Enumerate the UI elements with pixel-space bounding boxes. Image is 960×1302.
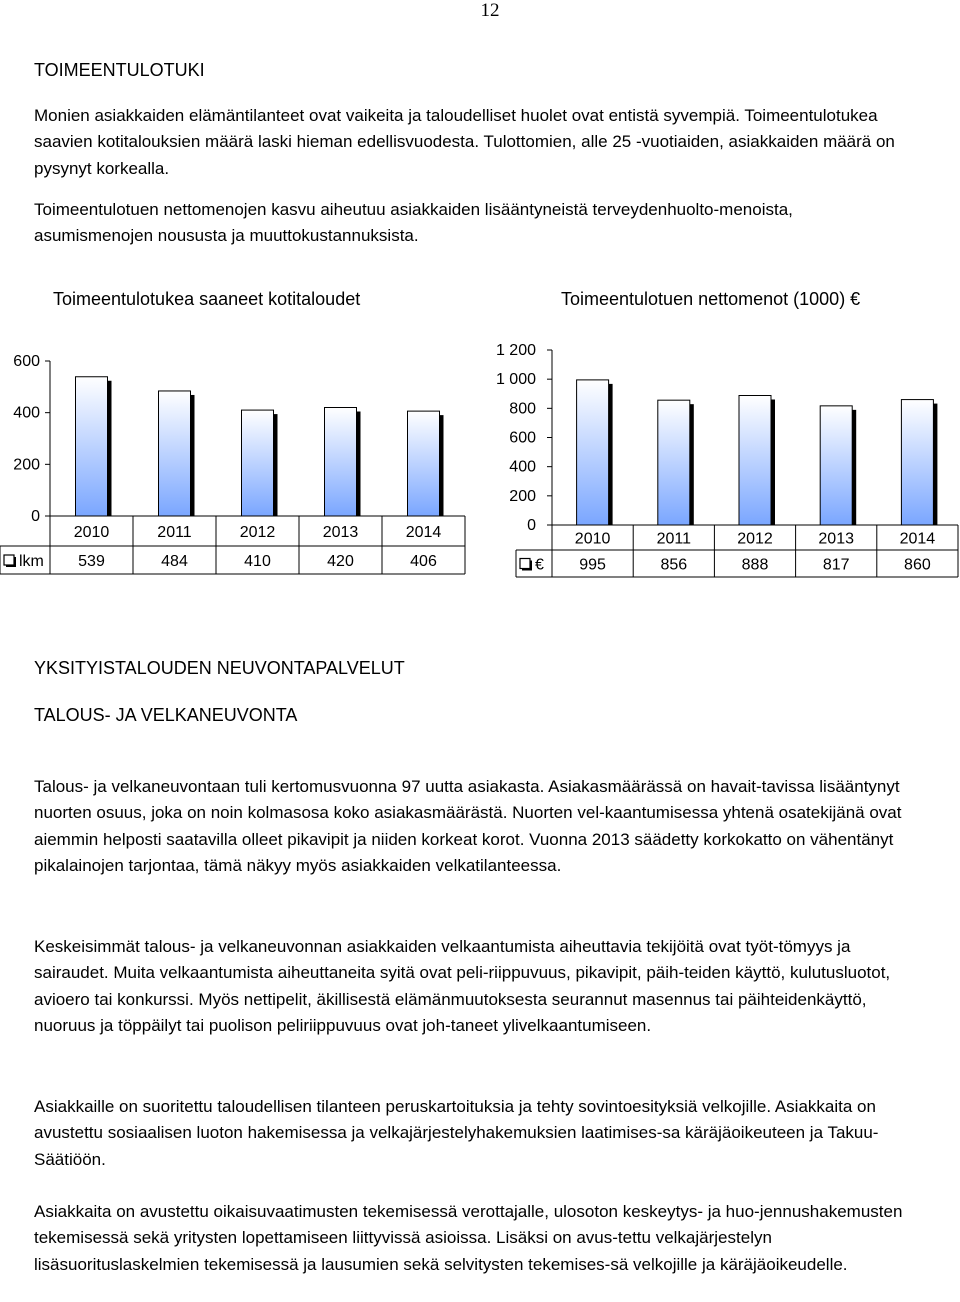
x-tick-label: 2012	[239, 524, 276, 541]
x-tick-label: 2010	[574, 530, 611, 548]
y-tick-label: 800	[509, 400, 536, 418]
data-label: 856	[660, 556, 688, 574]
chart2	[496, 342, 958, 577]
x-tick-label: 2011	[157, 524, 192, 541]
paragraph-net-costs: Toimeentulotuen nettomenojen kasvu aiheutuu asiakkaiden lisääntyneistä terveydenhuolto-menoista, asumismenojen noususta ja muuttokustannuksista.	[34, 200, 793, 246]
data-label: 860	[904, 556, 931, 574]
paragraph-intro: Monien asiakkaiden elämäntilanteet ovat vaikeita ja taloudelliset huolet ovat entistä syvempiä. Toimeentulotukea saavien kotitalouksien määrä laski hieman edellisvuodesta. Tulottomien, alle 25 -vuotiaiden, asiakkaiden määrä on pysynyt korkealla.	[34, 106, 895, 178]
chart1-title: Toimeentulotukea saaneet kotitaloudet	[53, 289, 361, 309]
x-tick-label: 2013	[322, 524, 359, 541]
data-label: 995	[579, 556, 606, 574]
data-label: 539	[78, 553, 105, 570]
chart2-title: Toimeentulotuen nettomenot (1000) €	[561, 289, 861, 309]
x-tick-label: 2011	[656, 530, 692, 548]
bar	[325, 408, 357, 517]
data-label: 484	[161, 553, 188, 570]
y-tick-label: 200	[509, 487, 536, 505]
y-tick-label: 1 000	[495, 371, 536, 389]
y-tick-label: 0	[31, 508, 40, 525]
y-tick-label: 0	[527, 517, 536, 534]
bar	[820, 406, 852, 525]
bar	[658, 400, 690, 525]
bar	[577, 380, 609, 525]
bar	[901, 400, 933, 525]
y-tick-label: 600	[13, 353, 40, 370]
y-tick-label: 400	[13, 404, 40, 422]
legend-label: €	[535, 556, 544, 574]
paragraph-services: Asiakkaille on suoritettu taloudellisen tilanteen peruskartoituksia ja tehty sovintoesityksiä velkojille. Asiakkaita on avustettu sosiaalisen luoton hakemisessa ja velkajärjestelyhakemuksien laatimises-sa käräjäoikeuteen ja Takuu- Säätiöön.	[34, 1097, 879, 1169]
bar	[159, 391, 191, 516]
section-title-toimeentulotuki: TOIMEENTULOTUKI	[34, 60, 205, 80]
paragraph-assistance: Asiakkaita on avustettu oikaisuvaatimusten tekemisessä verottajalle, ulosoton keskeytys- ja huo-jennushakemusten tekemisessä sekä yritysten lopettamiseen liittyvissä asioissa. Lisäksi on avus-tettu velkajärjestelyn lisäsuorituslaskelmien tekemisessä ja lausumien sekä selvitysten tekemises-sä velkojille ja käräjäoikeudelle.	[34, 1202, 903, 1274]
x-tick-label: 2014	[899, 530, 936, 548]
legend-key	[4, 555, 14, 565]
legend-key	[520, 559, 530, 569]
data-label: 410	[244, 553, 271, 570]
data-label: 817	[822, 556, 850, 574]
legend-label: lkm	[19, 553, 44, 570]
y-tick-label: 400	[509, 458, 536, 476]
bar	[76, 377, 108, 516]
bar	[408, 411, 440, 516]
y-tick-label: 600	[509, 429, 536, 447]
page-number: 12	[480, 0, 500, 21]
bar	[739, 396, 771, 526]
paragraph-debt-causes: Keskeisimmät talous- ja velkaneuvonnan asiakkaiden velkaantumista aiheuttavia tekijöitä ovat työt-tömyys ja sairaudet. Muita velkaantumista aiheuttaneita syitä ovat peli-riippuvuus, pikavipit, päih-teiden käyttö, kulutusluotot, avioero tai konkurssi. Myös nettipelit, äkillisestä elämänmuutoksesta seurannut masennus tai päihteidenkäyttö, nuoruus ja töppäilyt tai puolison peliriippuvuus ovat joh-taneet ylivelkaantumiseen.	[34, 937, 891, 1036]
bar	[242, 410, 274, 516]
paragraph-new-clients: Talous- ja velkaneuvontaan tuli kertomusvuonna 97 uutta asiakasta. Asiakasmäärässä on havait-tavissa lisääntynyt nuorten osuus, joka on noin kolmasosa koko asiakasmäärästä. Nuorten vel-kaantumisessa yhtenä osatekijänä ovat aiemmin helposti saatavilla olleet pikavipit ja niiden korkeat korot. Vuonna 2013 säädetty korkokatto on vähentänyt pikalainojen tarjontaa, tämä näkyy myös asiakkaiden velkatilanteessa.	[34, 777, 902, 876]
x-tick-label: 2014	[405, 524, 442, 541]
x-tick-label: 2012	[737, 530, 773, 548]
data-label: 420	[327, 553, 354, 570]
data-label: 406	[410, 553, 437, 570]
y-tick-label: 1 200	[495, 342, 536, 359]
charts-area	[0, 330, 960, 590]
y-tick-label: 200	[13, 456, 40, 474]
data-label: 888	[741, 556, 769, 574]
x-tick-label: 2010	[73, 524, 110, 541]
chart1	[0, 353, 465, 574]
x-tick-label: 2013	[818, 530, 854, 548]
section-title-neuvontapalvelut: YKSITYISTALOUDEN NEUVONTAPALVELUT	[34, 658, 405, 678]
section-title-velkaneuvonta: TALOUS- JA VELKANEUVONTA	[34, 705, 298, 725]
